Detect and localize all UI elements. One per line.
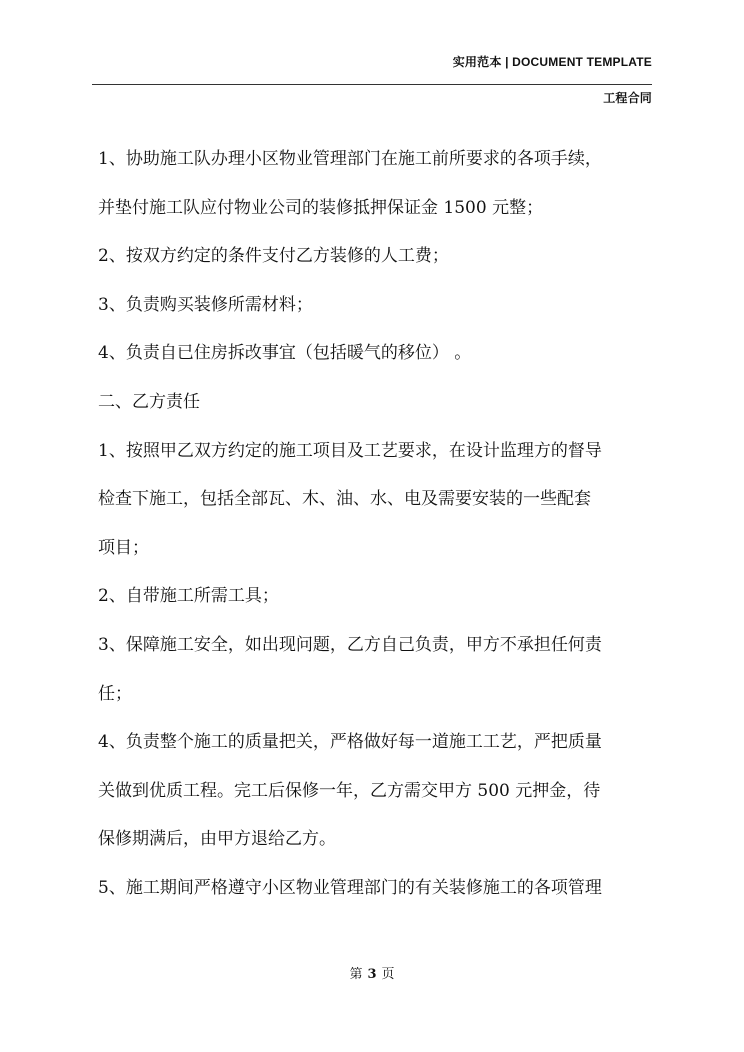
header-label: 实用范本 | DOCUMENT TEMPLATE [452,55,652,69]
page-number: 3 [367,967,377,982]
body-line: 4、负责自已住房拆改事宜（包括暖气的移位） 。 [98,343,472,364]
footer-suffix: 页 [381,967,395,982]
body-line: 3、保障施工安全，如出现问题，乙方自己负责，甲方不承担任何责 [98,634,602,655]
footer-prefix: 第 [349,967,363,982]
section-heading: 二、乙方责任 [98,391,200,412]
header-divider [92,84,652,85]
body-line: 5、施工期间严格遵守小区物业管理部门的有关装修施工的各项管理 [98,877,602,898]
body-line: 关做到优质工程。完工后保修一年，乙方需交甲方 500 元押金，待 [98,780,601,801]
header-subtitle: 工程合同 [603,91,652,105]
body-line: 检查下施工，包括全部瓦、木、油、水、电及需要安装的一些配套 [98,489,591,510]
body-line: 任； [98,683,132,704]
body-line: 1、按照甲乙双方约定的施工项目及工艺要求，在设计监理方的督导 [98,440,602,461]
body-line: 2、按双方约定的条件支付乙方装修的人工费； [98,246,449,267]
body-line: 并垫付施工队应付物业公司的装修抵押保证金 1500 元整； [98,197,544,218]
body-line: 保修期满后，由甲方退给乙方。 [98,829,336,850]
page-footer [0,963,744,982]
body-line: 2、自带施工所需工具； [98,586,279,607]
body-line: 3、负责购买装修所需材料； [98,294,313,315]
body-line: 1、协助施工队办理小区物业管理部门在施工前所要求的各项手续， [98,149,602,169]
document-body [98,139,658,917]
body-line: 项目； [98,537,149,558]
body-line: 4、负责整个施工的质量把关，严格做好每一道施工工艺，严把质量 [98,732,602,753]
